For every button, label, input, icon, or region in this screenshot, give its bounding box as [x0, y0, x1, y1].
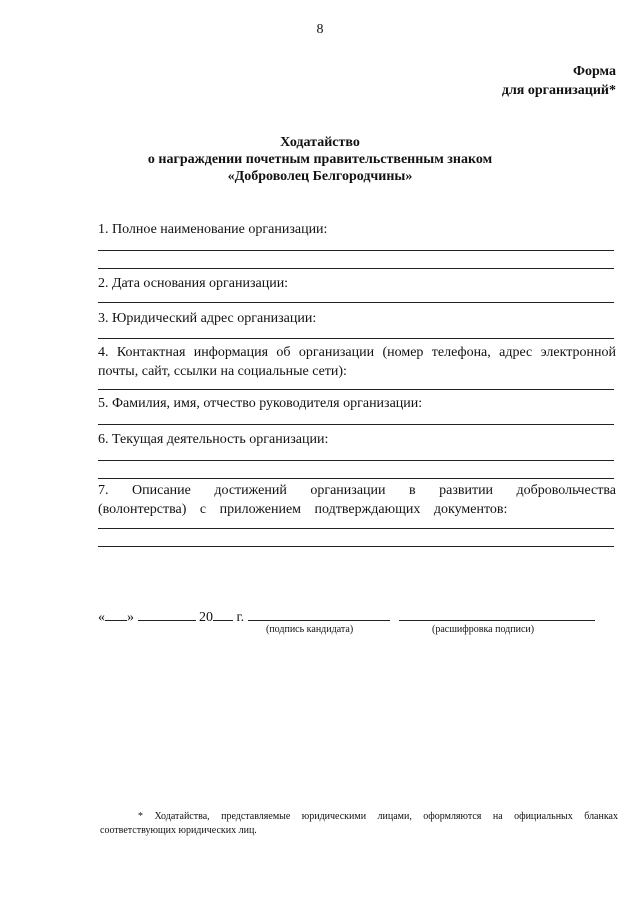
item-6-fill-line[interactable] [98, 460, 614, 461]
day-field[interactable] [105, 606, 127, 621]
item-5-label: 5. Фамилия, имя, отчество руководителя организации: [98, 396, 423, 411]
year-field[interactable] [213, 606, 233, 621]
title-line-3: «Доброволец Белгородчины» [227, 169, 413, 184]
item-1-fill-line[interactable] [98, 250, 614, 251]
signature-decoding-field[interactable] [399, 606, 595, 621]
item-3-fill-line[interactable] [98, 338, 614, 339]
page-number: 8 [316, 22, 324, 37]
form-header [502, 62, 616, 100]
item-6-fill-line[interactable] [98, 478, 614, 479]
document-title [0, 134, 640, 185]
year-prefix: 20 [199, 610, 213, 625]
item-1-label: 1. Полное наименование организации: [98, 222, 328, 237]
item-2-label: 2. Дата основания организации: [98, 276, 289, 291]
item-4-label: 4. Контактная информация об организации (номер телефона, адрес электронной почты, сайт, ссылки на социальные сети): [98, 345, 616, 379]
year-suffix: г. [236, 610, 245, 625]
footnote [100, 810, 618, 838]
item-7-fill-line[interactable] [98, 546, 614, 547]
form-subtitle: для организаций* [501, 83, 616, 98]
title-line-1: Ходатайство [280, 135, 360, 150]
item-5-fill-line[interactable] [98, 424, 614, 425]
quote-close: » [127, 610, 134, 625]
item-3-label: 3. Юридический адрес организации: [98, 311, 317, 326]
item-7-fill-line[interactable] [98, 528, 614, 529]
quote-open: « [98, 610, 105, 625]
item-7-label: 7. Описание достижений организации в развитии добровольчества (волонтерства) с приложением подтверждающих документов: [98, 483, 616, 517]
signature-field[interactable] [248, 606, 390, 621]
footnote-text: * Ходатайства, представляемые юридическими лицами, оформляются на официальных бланках соответствующих юридических лиц. [100, 811, 618, 836]
decoding-caption: (расшифровка подписи) [432, 624, 535, 635]
item-1-fill-line[interactable] [98, 268, 614, 269]
item-4-fill-line[interactable] [98, 389, 614, 390]
item-2-fill-line[interactable] [98, 302, 614, 303]
signature-caption: (подпись кандидата) [266, 624, 354, 635]
item-6-label: 6. Текущая деятельность организации: [98, 432, 329, 447]
month-field[interactable] [138, 606, 196, 621]
signature-row [98, 606, 618, 627]
title-line-2: о награждении почетным правительственным знаком [147, 152, 493, 167]
form-label: Форма [572, 64, 616, 79]
